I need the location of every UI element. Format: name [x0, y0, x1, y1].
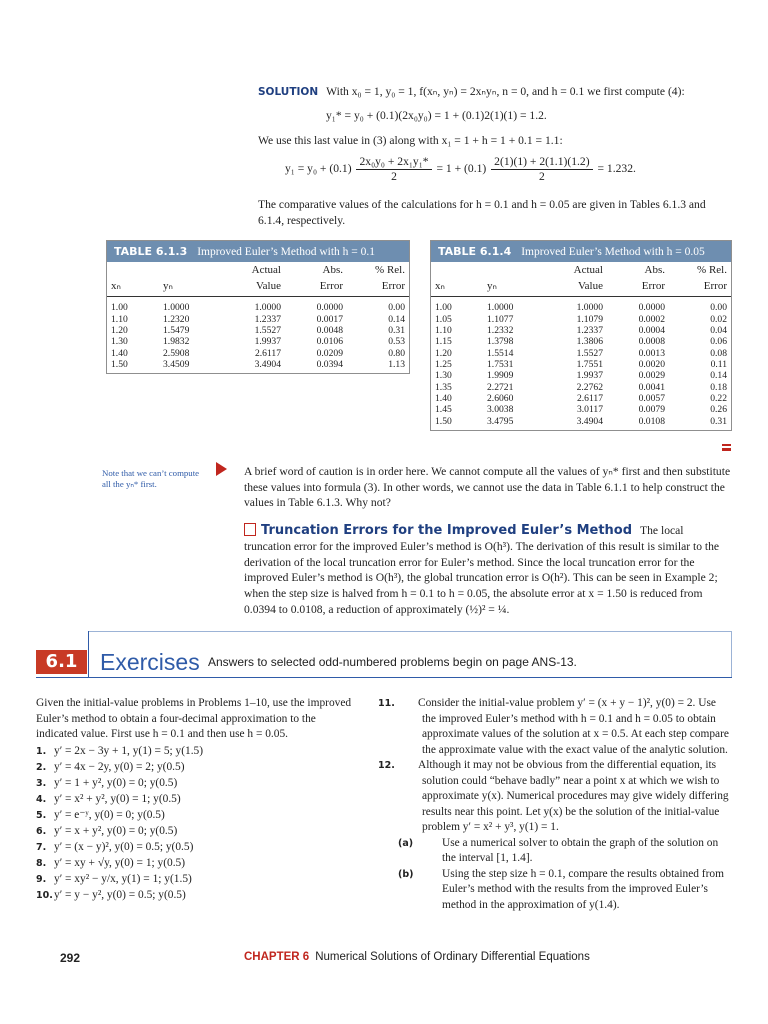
table-row [107, 325, 409, 336]
problem-item [36, 856, 354, 872]
table-row [431, 416, 731, 430]
table-row [431, 336, 731, 347]
problem-item [36, 744, 354, 760]
eq-num-1: 2x₀y₀ + 2x₁y₁* [356, 155, 431, 170]
table-row [431, 297, 731, 314]
running-footer [244, 950, 590, 965]
t614-cell: 0.14 [710, 370, 727, 382]
table-6-1-3-title: Improved Euler’s Method with h = 0.1 [197, 246, 376, 258]
t614-cell: 1.2337 [576, 325, 603, 336]
t614-cell: 1.45 [435, 404, 452, 416]
solution-text-1: With x₀ = 1, y₀ = 1, f(xₙ, yₙ) = 2xₙyₙ, n = 0, and h = 0.1 we first compute (4): [326, 85, 685, 98]
exercises-top-rule [88, 631, 732, 632]
table-row [107, 297, 409, 314]
t2-h1-2: Actual [573, 264, 603, 276]
t614-cell: 1.00 [435, 302, 452, 314]
solution-line-1 [258, 84, 734, 100]
t614-cell: 1.0000 [487, 302, 514, 314]
table-row [107, 348, 409, 359]
solution-equation-predictor: y₁* = y₀ + (0.1)(2x₀y₀) = 1 + (0.1)2(1)(1) = 1.2. [326, 109, 547, 122]
problem-number: 9. [36, 873, 47, 885]
t614-cell: 1.30 [435, 370, 452, 382]
t613-cell: 1.2320 [163, 313, 190, 325]
t613-cell: 1.5527 [254, 325, 281, 336]
problem-11-text: Consider the initial-value problem y′ = (x + y − 1)², y(0) = 2. Use the improved Euler’s method with h = 0.1 and h = 0.05 to obtain approximate values of the solution at x = 0.5. At each step compare the approximate value with the exact value of the analytic solution. [418, 697, 729, 756]
t614-cell: 0.0000 [638, 302, 665, 314]
eq-rhs: = 1.232. [597, 162, 636, 176]
t614-cell: 2.6117 [576, 392, 603, 404]
t613-cell: 0.0000 [316, 302, 343, 314]
t614-cell: 1.05 [435, 313, 452, 325]
problem-number: 1. [36, 745, 47, 757]
t614-cell: 1.0000 [576, 302, 603, 314]
t614-cell: 0.04 [710, 325, 727, 336]
problem-number: 2. [36, 761, 47, 773]
t613-cell: 1.30 [111, 336, 128, 348]
problem-12b-label: (b) [398, 868, 414, 880]
t614-cell: 0.0004 [638, 325, 665, 336]
problem-12-text: Although it may not be obvious from the differential equation, its solution could “behave badly” near a point x at which we wish to approximate y(x). Numerical procedures may give widely differing results near this point. Let y(x) be the solution of the initial-value problem y′ = x² + y³, y(1) = 1. [418, 759, 729, 833]
t613-cell: 3.4509 [163, 358, 190, 370]
problem-12b [398, 867, 732, 914]
table-6-1-3-grid [107, 262, 409, 373]
t2-h1-3: Abs. [644, 264, 665, 276]
solution-equation-corrector [285, 155, 636, 184]
problem-equation: y′ = x² + y², y(0) = 1; y(0.5) [54, 792, 181, 805]
t614-cell: 2.2762 [576, 381, 603, 393]
table-6-1-4-grid [431, 262, 731, 430]
problem-number: 5. [36, 809, 47, 821]
t613-cell: 1.2337 [254, 313, 281, 325]
t613-cell: 1.9937 [254, 336, 281, 348]
t613-cell: 0.31 [388, 325, 405, 336]
problem-item [36, 760, 354, 776]
problem-equation: y′ = x + y², y(0) = 0; y(0.5) [54, 824, 178, 837]
t614-cell: 0.0079 [638, 404, 665, 416]
footer-chapter: CHAPTER 6 [244, 951, 310, 963]
t1-h2-1: yₙ [159, 278, 221, 297]
table-6-1-3-label: TABLE 6.1.3 [114, 245, 188, 258]
table-row [431, 404, 731, 415]
problem-equation: y′ = xy + √y, y(0) = 1; y(0.5) [54, 856, 186, 869]
t614-cell: 1.1079 [576, 313, 603, 325]
table-row [107, 359, 409, 373]
t614-cell: 1.7531 [487, 358, 514, 370]
solution-label: SOLUTION [258, 86, 319, 98]
problem-12a-label: (a) [398, 837, 414, 849]
problem-equation: y′ = xy² − y/x, y(1) = 1; y(1.5) [54, 872, 192, 885]
t614-cell: 1.50 [435, 415, 452, 427]
problem-12a-text: Use a numerical solver to obtain the graph of the solution on the interval [1, 1.4]. [442, 836, 719, 864]
t614-cell: 0.0020 [638, 358, 665, 370]
solution-line-3: We use this last value in (3) along with x₁ = 1 + h = 1 + 0.1 = 1.1: [258, 134, 563, 147]
t613-cell: 2.5908 [163, 347, 190, 359]
t614-cell: 0.18 [710, 381, 727, 393]
t614-cell: 1.7551 [576, 358, 603, 370]
note-arrow-icon [216, 462, 227, 476]
t613-cell: 1.50 [111, 358, 128, 370]
t614-cell: 1.9909 [487, 370, 514, 382]
problem-equation: y′ = y − y², y(0) = 0.5; y(0.5) [54, 888, 186, 901]
truncation-heading: Truncation Errors for the Improved Euler’s Method [261, 523, 633, 538]
t613-cell: 0.0209 [316, 347, 343, 359]
t614-cell: 1.20 [435, 347, 452, 359]
t1-h1-1 [159, 262, 221, 278]
t613-cell: 0.0017 [316, 313, 343, 325]
problem-item [36, 776, 354, 792]
t614-cell: 0.31 [710, 415, 727, 427]
problem-item [36, 824, 354, 840]
table-row [431, 370, 731, 381]
exercises-answers-note: Answers to selected odd-numbered problems begin on page ANS-13. [208, 655, 577, 669]
problem-item [36, 888, 354, 904]
table-6-1-3-body [107, 297, 409, 373]
eq-den-2: 2 [538, 169, 545, 183]
t614-cell: 1.40 [435, 392, 452, 404]
t614-cell: 1.15 [435, 336, 452, 348]
exercises-header [0, 648, 768, 678]
section-box-icon [244, 523, 256, 536]
t614-cell: 0.08 [710, 347, 727, 359]
t1-h1-3: Abs. [322, 264, 343, 276]
truncation-body: The local truncation error for the improved Euler’s method is O(h³). The derivation of this result is similar to the derivation of the local truncation error for Euler’s method. Since the local truncation error for the improved Euler’s method is O(h³), the global truncation error is O(h²). This can be seen in Example 2; when the step size is halved from h = 0.1 to h = 0.05, the absolute error at x = 1.50 is reduced from 0.0394 to 0.0108, a reduction of approximately (½)² = ¼. [244, 524, 720, 616]
t613-cell: 0.14 [388, 313, 405, 325]
t614-cell: 0.0108 [638, 415, 665, 427]
problem-item [36, 808, 354, 824]
t614-cell: 1.2332 [487, 325, 514, 336]
t614-cell: 3.4795 [487, 415, 514, 427]
t613-cell: 1.0000 [163, 302, 190, 314]
problem-12b-text: Using the step size h = 0.1, compare the results obtained from Euler’s method with the results from the improved Euler’s method in the approximation of y(1.4). [442, 867, 724, 911]
problem-11 [378, 696, 732, 758]
t614-cell: 3.0038 [487, 404, 514, 416]
problem-equation: y′ = 1 + y², y(0) = 0; y(0.5) [54, 776, 178, 789]
t613-cell: 0.0048 [316, 325, 343, 336]
t614-cell: 1.3806 [576, 336, 603, 348]
caution-paragraph: A brief word of caution is in order here. We cannot compute all the values of yₙ* first and then substitute these values into formula (3). In other words, we cannot use the data in Table 6.1.1 to help construct the values in Table 6.1.3. Why not? [244, 465, 731, 510]
t613-cell: 1.5479 [163, 325, 190, 336]
end-of-example-icon [722, 444, 731, 451]
problem-number: 4. [36, 793, 47, 805]
t1-h1-2: Actual [251, 264, 281, 276]
exercises-section-number: 6.1 [36, 650, 87, 674]
t613-cell: 1.0000 [254, 302, 281, 314]
table-6-1-4-caption [431, 241, 731, 262]
t1-h2-4: Error [347, 278, 409, 297]
problem-number: 3. [36, 777, 47, 789]
t614-cell: 1.1077 [487, 313, 514, 325]
problem-12-number: 12. [378, 760, 395, 771]
t613-cell: 1.40 [111, 347, 128, 359]
problem-number: 6. [36, 825, 47, 837]
eq-num-2: 2(1)(1) + 2(1.1)(1.2) [491, 155, 592, 170]
t614-cell: 0.02 [710, 313, 727, 325]
t614-cell: 0.22 [710, 392, 727, 404]
table-6-1-4 [430, 240, 732, 431]
eq-fraction-2 [491, 155, 592, 184]
problem-item [36, 840, 354, 856]
t614-cell: 1.25 [435, 358, 452, 370]
table-row [107, 336, 409, 347]
table-6-1-4-body [431, 297, 731, 430]
exercises-bottom-rule [36, 677, 732, 678]
problem-number: 10. [36, 889, 53, 901]
margin-note: Note that we can’t compute all the yₙ* first. [102, 468, 200, 490]
table-6-1-4-title: Improved Euler’s Method with h = 0.05 [521, 246, 705, 258]
t613-cell: 1.00 [111, 302, 128, 314]
t614-cell: 2.6060 [487, 392, 514, 404]
t2-h2-3: Error [607, 278, 669, 297]
t2-h2-1: yₙ [483, 278, 543, 297]
t614-cell: 0.11 [710, 358, 727, 370]
t2-h1-0 [431, 262, 483, 278]
exercises-right-column [378, 696, 732, 913]
t614-cell: 0.0057 [638, 392, 665, 404]
truncation-section [244, 522, 732, 617]
t1-h2-3: Error [285, 278, 347, 297]
eq-mid: = 1 + (0.1) [436, 162, 487, 176]
t614-cell: 3.0117 [576, 404, 603, 416]
t614-cell: 0.0008 [638, 336, 665, 348]
t613-cell: 0.80 [388, 347, 405, 359]
t613-cell: 0.53 [388, 336, 405, 348]
page-number: 292 [60, 951, 81, 965]
problem-12 [378, 758, 732, 836]
problem-number: 8. [36, 857, 47, 869]
problem-equation: y′ = e⁻ʸ, y(0) = 0; y(0.5) [54, 808, 165, 821]
t614-cell: 1.5514 [487, 347, 514, 359]
t614-cell: 1.9937 [576, 370, 603, 382]
t614-cell: 0.26 [710, 404, 727, 416]
table-row [431, 382, 731, 393]
t1-h1-4: % Rel. [375, 264, 405, 276]
t614-cell: 1.10 [435, 325, 452, 336]
t614-cell: 0.00 [710, 302, 727, 314]
table-6-1-4-label: TABLE 6.1.4 [438, 245, 512, 258]
t2-h1-4: % Rel. [697, 264, 727, 276]
t2-h1-1 [483, 262, 543, 278]
solution-paragraph: The comparative values of the calculations for h = 0.1 and h = 0.05 are given in Tables 6.1.3 and 6.1.4, respectively. [258, 198, 706, 227]
exercises-title: Exercises [100, 649, 200, 675]
problem-item [36, 792, 354, 808]
exercises-left-column [36, 696, 354, 904]
table-row [431, 314, 731, 325]
footer-chapter-title: Numerical Solutions of Ordinary Differential Equations [315, 951, 590, 963]
table-row [431, 325, 731, 336]
t1-h1-0 [107, 262, 159, 278]
t614-cell: 0.0029 [638, 370, 665, 382]
t613-cell: 3.4904 [254, 358, 281, 370]
eq-fraction-1 [356, 155, 431, 184]
table-row [431, 393, 731, 404]
t2-h2-4: Error [669, 278, 731, 297]
table-row [107, 314, 409, 325]
problem-12a [398, 836, 732, 867]
table-6-1-3 [106, 240, 410, 374]
t613-cell: 0.00 [388, 302, 405, 314]
problem-equation: y′ = 4x − 2y, y(0) = 2; y(0.5) [54, 760, 185, 773]
t614-cell: 1.3798 [487, 336, 514, 348]
t613-cell: 1.20 [111, 325, 128, 336]
t1-h2-0: xₙ [107, 278, 159, 297]
problem-11-number: 11. [378, 698, 395, 709]
problem-number: 7. [36, 841, 47, 853]
t613-cell: 0.0106 [316, 336, 343, 348]
t614-cell: 1.35 [435, 381, 452, 393]
problem-item [36, 872, 354, 888]
table-row [431, 348, 731, 359]
exercises-intro: Given the initial-value problems in Problems 1–10, use the improved Euler’s method to obtain a four-decimal approximation to the indicated value. First use h = 0.1 and then use h = 0.05. [36, 697, 352, 740]
problem-list [36, 744, 354, 904]
problem-equation: y′ = 2x − 3y + 1, y(1) = 5; y(1.5) [54, 744, 204, 757]
t613-cell: 2.6117 [254, 347, 281, 359]
t1-h2-2: Value [221, 278, 285, 297]
t614-cell: 1.5527 [576, 347, 603, 359]
t613-cell: 0.0394 [316, 358, 343, 370]
t614-cell: 0.0041 [638, 381, 665, 393]
problem-equation: y′ = (x − y)², y(0) = 0.5; y(0.5) [54, 840, 194, 853]
t614-cell: 3.4904 [576, 415, 603, 427]
table-row [431, 359, 731, 370]
t2-h2-2: Value [543, 278, 607, 297]
t613-cell: 1.10 [111, 313, 128, 325]
t2-h2-0: xₙ [431, 278, 483, 297]
t614-cell: 0.06 [710, 336, 727, 348]
eq-den-1: 2 [391, 169, 397, 183]
t614-cell: 2.2721 [487, 381, 514, 393]
t613-cell: 1.13 [388, 358, 405, 370]
eq-lhs: y₁ = y₀ + (0.1) [285, 162, 352, 176]
t614-cell: 0.0013 [638, 347, 665, 359]
t613-cell: 1.9832 [163, 336, 190, 348]
t614-cell: 0.0002 [638, 313, 665, 325]
table-6-1-3-caption [107, 241, 409, 262]
